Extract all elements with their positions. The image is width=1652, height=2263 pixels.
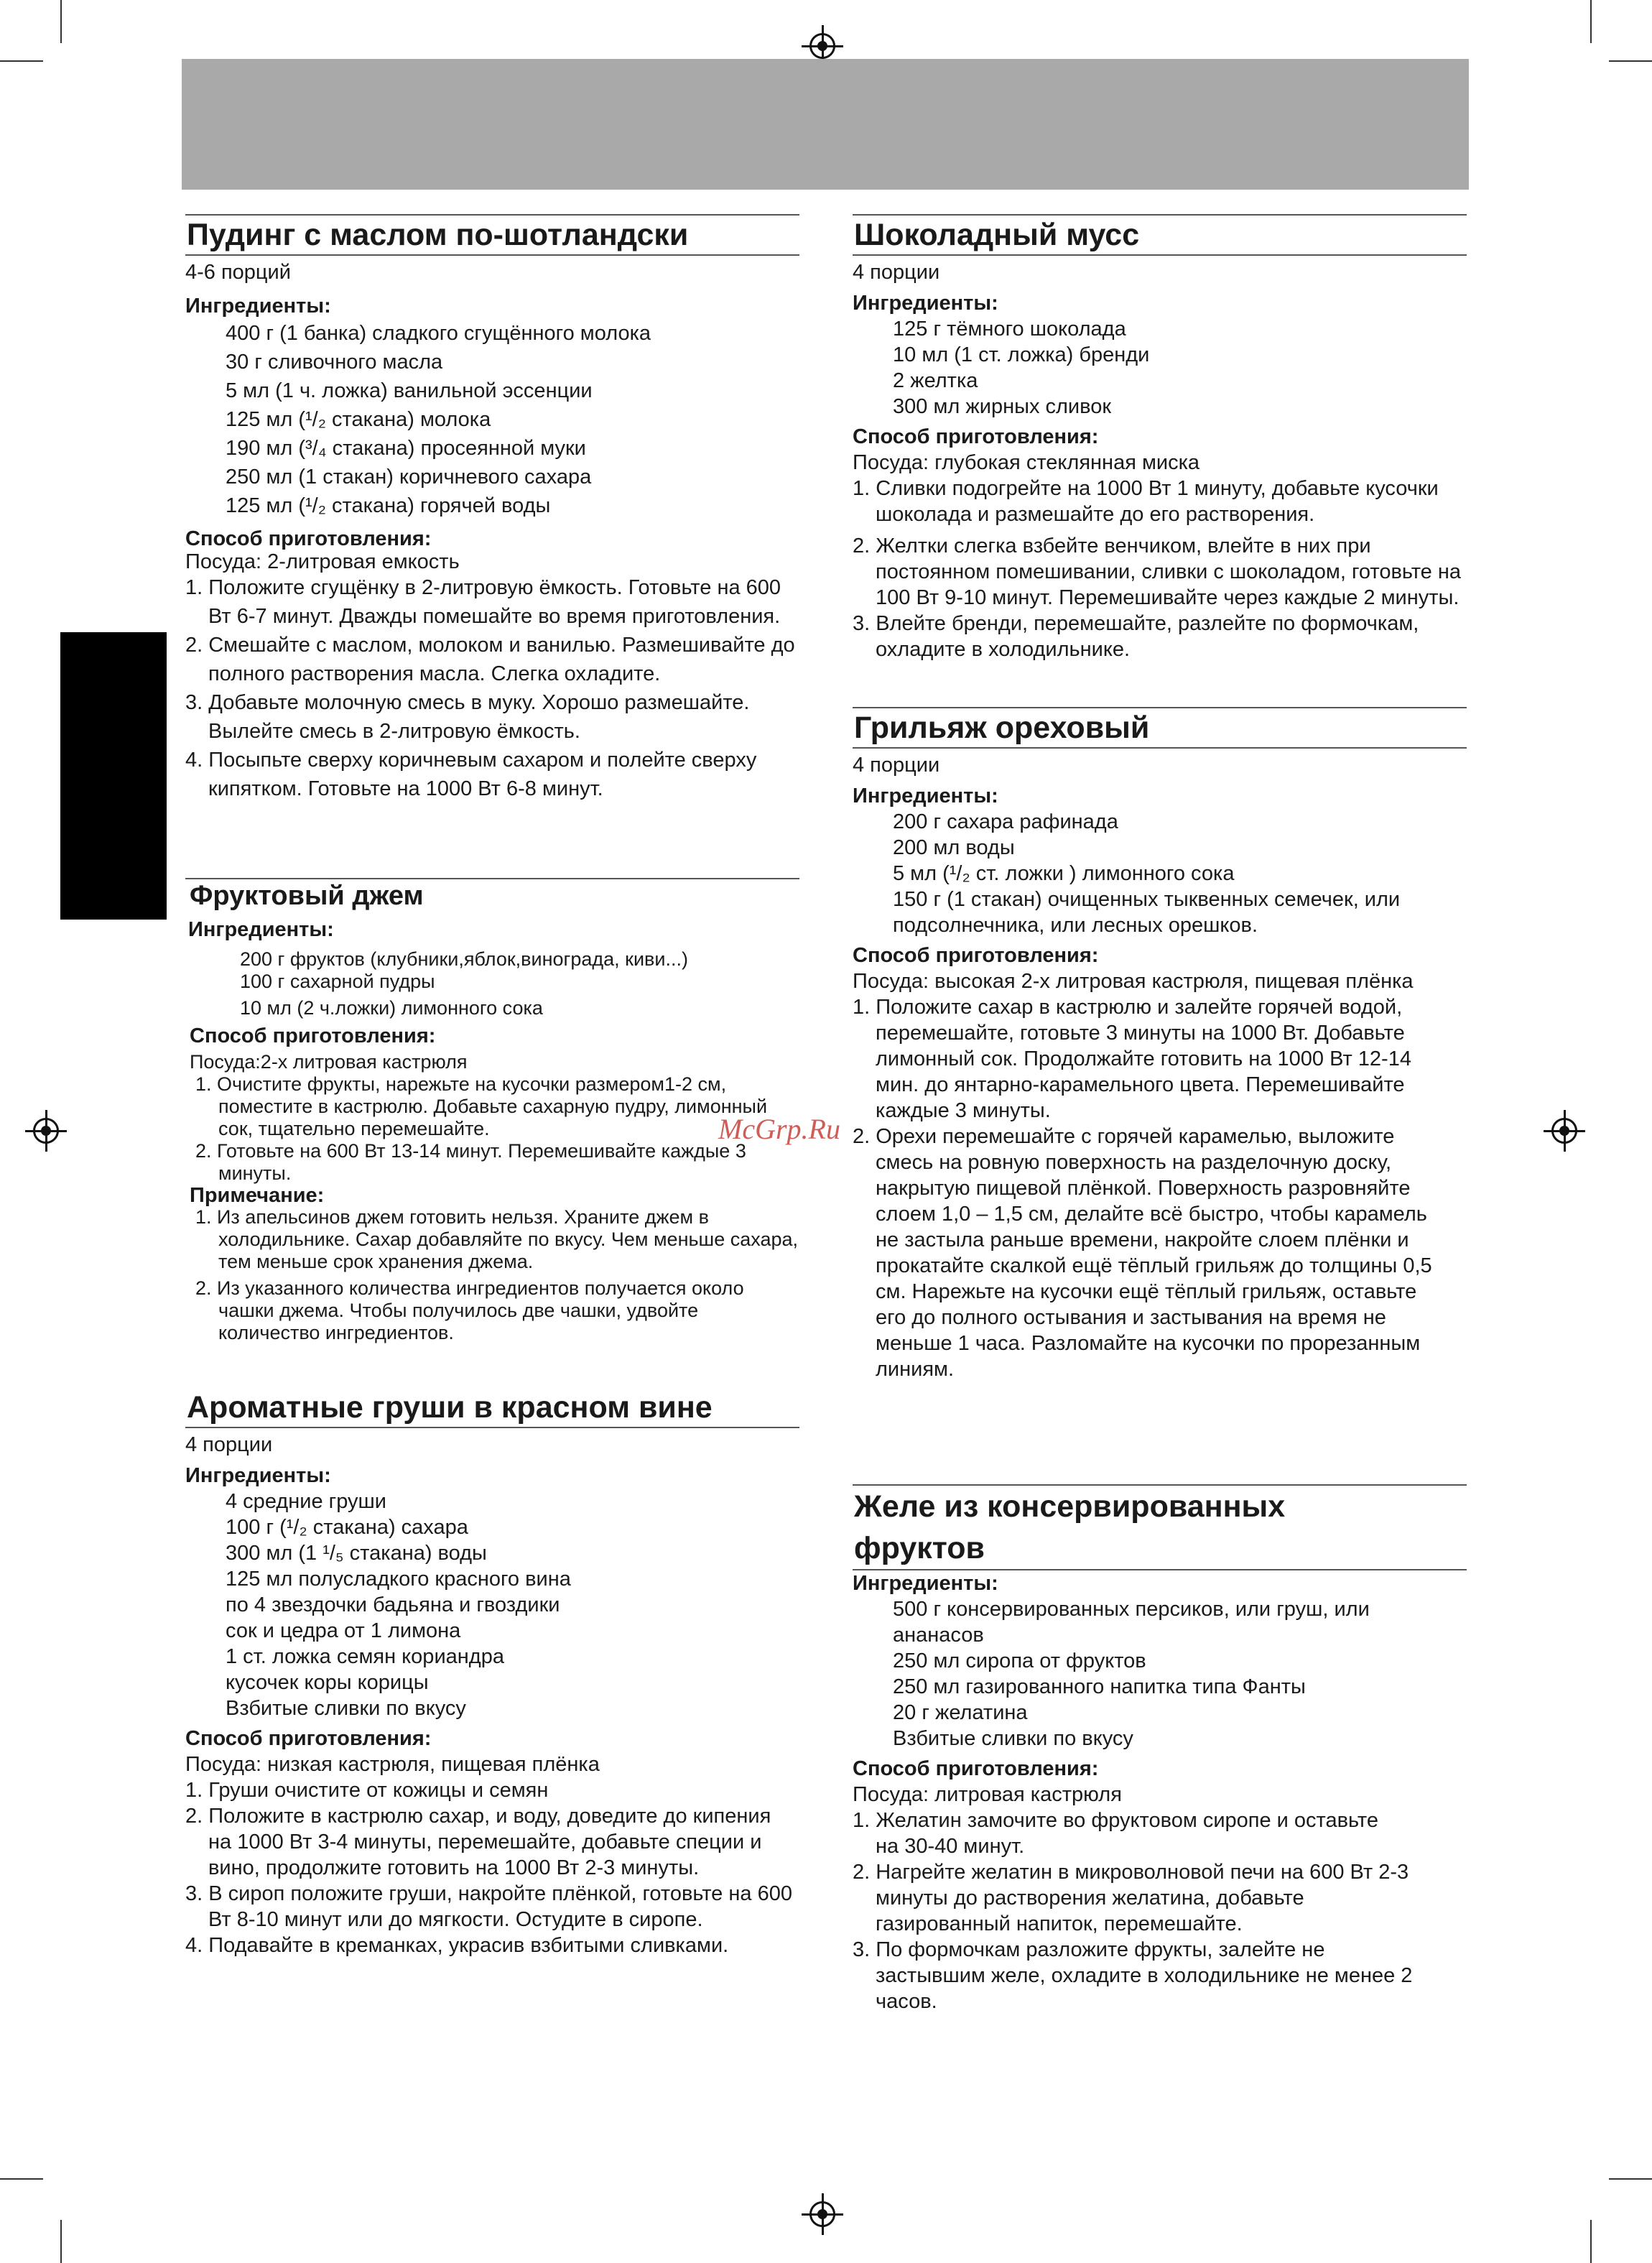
recipe-title: Шоколадный мусс (853, 214, 1467, 256)
ingredients-label: Ингредиенты: (188, 918, 334, 941)
recipe-pears (185, 1388, 799, 1958)
recipe-title: Ароматные груши в красном вине (185, 1388, 799, 1428)
note: 1. Из апельсинов джем готовить нельзя. Храните джем в холодильнике. Сахар добавляйте по вкусу. Чем меньше сахара, тем меньше срок хранения джема. (195, 1206, 798, 1272)
ingredient: 10 мл (2 ч.ложки) лимонного сока (240, 997, 543, 1019)
crop-mark (60, 0, 62, 43)
crop-mark (1609, 60, 1652, 62)
step: 3. Влейте бренди, перемешайте, разлейте по формочкам, охладите в холодильнике. (853, 612, 1419, 661)
recipe-title: Фруктовый джем (185, 878, 799, 912)
ingredient: 20 г желатина (893, 1701, 1028, 1724)
step: 1. Очистите фрукты, нарежьте на кусочки размером1-2 см, поместите в кастрюлю. Добавьте сахарную пудру, лимонный сок, тщательно перемешайте. (195, 1073, 768, 1139)
step: 2. Желтки слегка взбейте венчиком, влейте в них при постоянном помешивании, сливки с шоколадом, готовьте на 100 Вт 9-10 минут. Перемешивайте через каждые 2 минуты. (853, 534, 1462, 609)
ingredient: 125 мл полусладкого красного вина (226, 1568, 571, 1591)
recipe-title: Грильяж ореховый (853, 707, 1467, 749)
ingredient: 250 мл сиропа от фруктов (893, 1649, 1146, 1672)
crop-mark (1590, 2220, 1592, 2263)
dish: Посуда: высокая 2-х литровая кастрюля, пищевая плёнка (853, 970, 1414, 993)
note-label: Примечание: (190, 1184, 325, 1207)
registration-mark-left (33, 1118, 59, 1144)
ingredients-label: Ингредиенты: (185, 295, 331, 318)
header-band (182, 59, 1469, 190)
step: 1. Сливки подогрейте на 1000 Вт 1 минуту, добавьте кусочки шоколада и размешайте до его растворения. (853, 477, 1439, 526)
recipe-jam (185, 878, 799, 1344)
method-label: Способ приготовления: (853, 944, 1099, 967)
crop-mark (0, 2178, 43, 2180)
ingredient: 200 г фруктов (клубники,яблок,винограда, киви...) (240, 948, 688, 970)
step: 3. В сироп положите груши, накройте плёнкой, готовьте на 600 Вт 8-10 минут или до мягкости. Остудите в сиропе. (185, 1882, 792, 1931)
registration-mark-right (1551, 1118, 1577, 1144)
ingredient: кусочек коры корицы (226, 1671, 429, 1694)
method-label: Способ приготовления: (853, 425, 1099, 448)
ingredient: 300 мл жирных сливок (893, 395, 1112, 418)
step: 2. Смешайте с маслом, молоком и ванилью. Размешивайте до полного растворения масла. Слегка охладите. (185, 634, 795, 685)
servings: 4 порции (853, 261, 940, 284)
ingredient: 5 мл (¹/₂ ст. ложки ) лимонного сока (893, 862, 1235, 885)
servings: 4 порции (853, 754, 940, 777)
side-section-tab (60, 632, 167, 920)
ingredient: Взбитые сливки по вкусу (893, 1727, 1133, 1750)
registration-mark-bottom (809, 2201, 835, 2227)
ingredient: 300 мл (1 ¹/₅ стакана) воды (226, 1542, 487, 1565)
step: 1. Положите сгущёнку в 2-литровую ёмкость. Готовьте на 600 Вт 6-7 минут. Дважды помешайте во время приготовления. (185, 576, 781, 628)
step: 1. Желатин замочите во фруктовом сиропе и оставьте на 30-40 минут. (853, 1809, 1378, 1858)
recipe-title-line1: Желе из консервированных (854, 1489, 1286, 1524)
recipe-title-line2: фруктов (854, 1531, 985, 1565)
crop-mark (1609, 2178, 1652, 2180)
ingredient: 125 мл (¹/₂ стакана) горячей воды (226, 494, 551, 517)
ingredient: 150 г (1 стакан) очищенных тыквенных семечек, или подсолнечника, или лесных орешков. (893, 888, 1401, 937)
step: 4. Посыпьте сверху коричневым сахаром и полейте сверху кипятком. Готовьте на 1000 Вт 6-8 минут. (185, 749, 757, 800)
ingredients-label: Ингредиенты: (853, 785, 998, 807)
ingredient: 200 мл воды (893, 836, 1015, 859)
note: 2. Из указанного количества ингредиентов получается около чашки джема. Чтобы получилось две чашки, удвойте количество ингредиентов. (195, 1277, 744, 1343)
method-label: Способ приготовления: (853, 1757, 1099, 1780)
step: 2. Положите в кастрюлю сахар, и воду, доведите до кипения на 1000 Вт 3-4 минуты, перемешайте, добавьте специи и вино, продолжите готовить на 1000 Вт 2-3 минуты. (185, 1805, 771, 1879)
ingredient: 5 мл (1 ч. ложка) ванильной эссенции (226, 379, 593, 402)
ingredient: 10 мл (1 ст. ложка) бренди (893, 343, 1150, 366)
step: 2. Готовьте на 600 Вт 13-14 минут. Перемешивайте каждые 3 минуты. (195, 1140, 746, 1184)
crop-mark (60, 2220, 62, 2263)
watermark: McGrp.Ru (718, 1113, 840, 1145)
ingredient: сок и цедра от 1 лимона (226, 1619, 461, 1642)
ingredients-label: Ингредиенты: (185, 1464, 331, 1487)
ingredient: 30 г сливочного масла (226, 351, 443, 374)
step: 1. Положите сахар в кастрюлю и залейте горячей водой, перемешайте, готовьте 3 минуты на 1000 Вт. Добавьте лимонный сок. Продолжайте готовить на 1000 Вт 12-14 мин. до янтарно-карамельного цвета. Перемешивайте каждые 3 минуты. (853, 996, 1411, 1122)
ingredient: 1 ст. ложка семян кориандра (226, 1645, 504, 1668)
ingredient: 500 г консервированных персиков, или груш, или ананасов (893, 1598, 1370, 1647)
ingredient: 100 г (¹/₂ стакана) сахара (226, 1516, 468, 1539)
registration-mark-top (809, 33, 835, 59)
step: 2. Нагрейте желатин в микроволновой печи на 600 Вт 2-3 минуты до растворения желатина, добавьте газированный напиток, перемешайте. (853, 1861, 1409, 1935)
recipe-brittle (853, 707, 1467, 1382)
crop-mark (0, 60, 43, 62)
ingredient: 125 г тёмного шоколада (893, 318, 1126, 341)
step: 3. Добавьте молочную смесь в муку. Хорошо размешайте. Вылейте смесь в 2-литровую ёмкость. (185, 691, 750, 743)
step: 2. Орехи перемешайте с горячей карамелью, выложите смесь на ровную поверхность на разделочную доску, накрытую пищевой плёнкой. Поверхность разровняйте слоем 1,0 – 1,5 см, делайте всё быстро, чтобы карамель не застыла раньше времени, накройте слоем плёнки и прокатайте скалкой ещё тёплый грильяж до толщины 0,5 см. Нарежьте на кусочки ещё тёплый грильяж, оставьте его до полного остывания и застывания на время не меньше 1 часа. Разломайте на кусочки по прорезанным линиям. (853, 1125, 1432, 1381)
method-label: Способ приготовления: (185, 527, 432, 550)
dish: Посуда:2-х литровая кастрюля (190, 1051, 468, 1073)
step: 4. Подавайте в креманках, украсив взбитыми сливками. (185, 1934, 729, 1957)
step: 1. Груши очистите от кожицы и семян (185, 1779, 549, 1802)
ingredient: 100 г сахарной пудры (240, 971, 435, 992)
ingredient: 250 мл (1 стакан) коричневого сахара (226, 466, 592, 489)
ingredient: Взбитые сливки по вкусу (226, 1697, 466, 1720)
dish: Посуда: низкая кастрюля, пищевая плёнка (185, 1753, 600, 1776)
recipe-jelly (853, 1484, 1467, 2014)
ingredients-label: Ингредиенты: (853, 292, 998, 315)
method-label: Способ приготовления: (185, 1727, 432, 1750)
crop-mark (1590, 0, 1592, 43)
dish: Посуда: 2-литровая емкость (185, 550, 460, 573)
recipe-pudding (185, 214, 799, 803)
dish: Посуда: глубокая стеклянная миска (853, 451, 1200, 474)
dish: Посуда: литровая кастрюля (853, 1783, 1122, 1806)
ingredient: 400 г (1 банка) сладкого сгущённого молока (226, 322, 651, 345)
method-label: Способ приготовления: (190, 1024, 436, 1047)
recipe-mousse (853, 214, 1467, 662)
ingredient: по 4 звездочки бадьяна и гвоздики (226, 1593, 560, 1616)
ingredient: 250 мл газированного напитка типа Фанты (893, 1675, 1306, 1698)
ingredient: 200 г сахара рафинада (893, 810, 1118, 833)
recipe-title: Пудинг с маслом по-шотландски (185, 214, 799, 256)
recipe-title (853, 1484, 1467, 1570)
ingredient: 125 мл (¹/₂ стакана) молока (226, 408, 491, 431)
servings: 4-6 порций (185, 261, 291, 284)
ingredient: 4 средние груши (226, 1490, 386, 1513)
ingredient: 2 желтка (893, 369, 978, 392)
step: 3. По формочкам разложите фрукты, залейте не застывшим желе, охладите в холодильнике не менее 2 часов. (853, 1938, 1413, 2013)
ingredient: 190 мл (³/₄ стакана) просеянной муки (226, 437, 586, 460)
ingredients-label: Ингредиенты: (853, 1572, 998, 1595)
servings: 4 порции (185, 1433, 273, 1456)
